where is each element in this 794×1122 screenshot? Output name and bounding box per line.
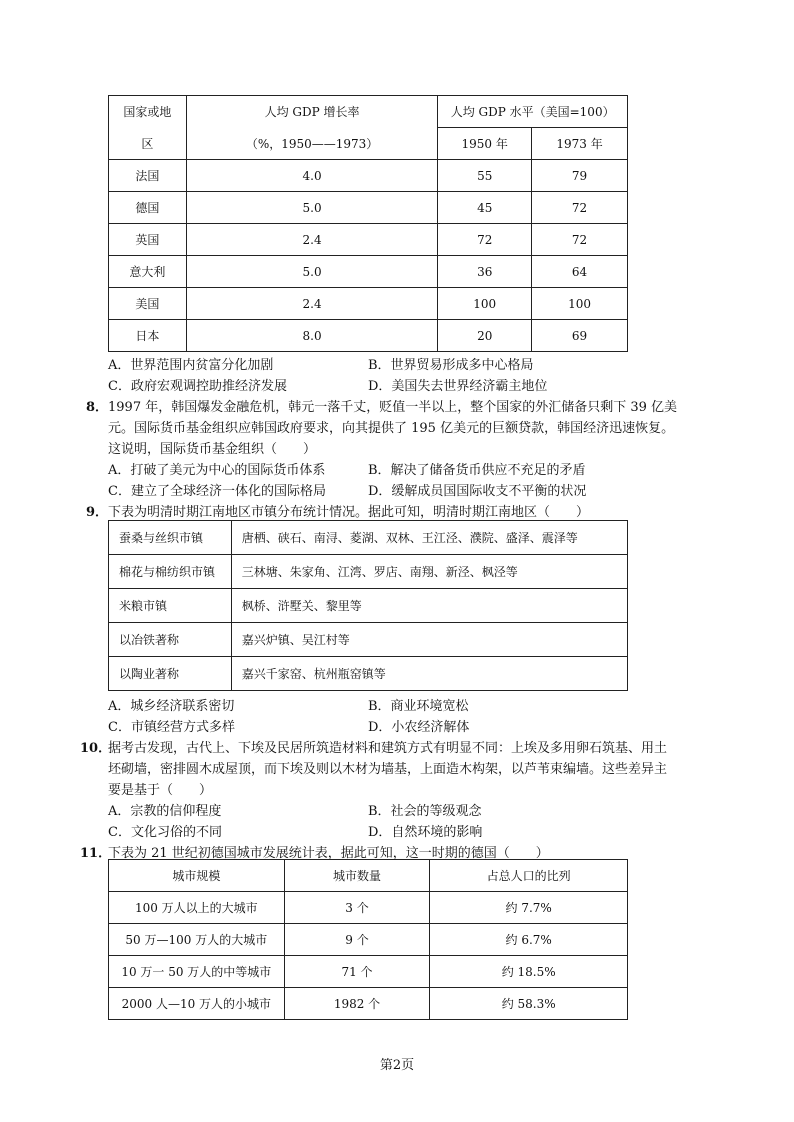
cell-type: 蚕桑与丝织市镇 <box>109 521 232 555</box>
q9-number: 9． <box>86 505 109 520</box>
q8-option-d: D．缓解成员国国际收支不平衡的状况 <box>368 484 587 499</box>
table-row <box>109 555 628 589</box>
cell-ratio: 约 6.7% <box>430 924 628 956</box>
cell-country: 美国 <box>109 288 187 320</box>
cell-scale: 2000 人—10 万人的小城市 <box>109 988 285 1020</box>
header-level: 人均 GDP 水平（美国=100） <box>438 96 628 128</box>
cell-count: 9 个 <box>284 924 430 956</box>
cell-count: 3 个 <box>284 892 430 924</box>
table-row <box>109 256 628 288</box>
table-row <box>109 224 628 256</box>
q10-option-d: D．自然环境的影响 <box>368 825 483 840</box>
table-row <box>109 320 628 352</box>
cell-growth: 8.0 <box>186 320 437 352</box>
q9-option-c: C．市镇经营方式多样 <box>108 720 235 735</box>
cell-type: 米粮市镇 <box>109 589 232 623</box>
cell-towns: 嘉兴千家窑、杭州瓶窑镇等 <box>231 657 627 691</box>
cell-growth: 4.0 <box>186 160 437 192</box>
table-row <box>109 623 628 657</box>
table-row <box>109 192 628 224</box>
q10-option-c: C．文化习俗的不同 <box>108 825 222 840</box>
q10-option-a: A．宗教的信仰程度 <box>108 804 222 819</box>
header-1973: 1973 年 <box>532 128 628 160</box>
cell-towns: 三林塘、朱家角、江湾、罗店、南翔、新泾、枫泾等 <box>231 555 627 589</box>
cell-country: 意大利 <box>109 256 187 288</box>
cell-1950: 72 <box>438 224 532 256</box>
cell-type: 以陶业著称 <box>109 657 232 691</box>
page-number: 第2页 <box>379 1058 415 1073</box>
cell-1973: 72 <box>532 192 628 224</box>
header-growth-cont: （%，1950——1973） <box>186 128 437 160</box>
cell-towns: 唐栖、硖石、南浔、菱湖、双林、王江泾、濮院、盛泽、震泽等 <box>231 521 627 555</box>
cell-1950: 20 <box>438 320 532 352</box>
q8-stem-line1: 1997 年，韩国爆发金融危机，韩元一落千丈，贬值一半以上，整个国家的外汇储备只剩下 39 亿美 <box>108 400 678 415</box>
header-country: 国家或地 <box>109 96 187 128</box>
table-row <box>109 589 628 623</box>
cell-1950: 55 <box>438 160 532 192</box>
cell-ratio: 约 58.3% <box>430 988 628 1020</box>
q9-stem: 下表为明清时期江南地区市镇分布统计情况。据此可知，明清时期江南地区（ ） <box>108 505 590 520</box>
gdp-table <box>108 95 628 352</box>
cell-scale: 50 万—100 万人的大城市 <box>109 924 285 956</box>
city-table <box>108 859 628 1020</box>
header-ratio: 占总人口的比列 <box>430 860 628 892</box>
q8-option-b: B．解决了储备货币供应不充足的矛盾 <box>368 463 586 478</box>
table-row <box>109 288 628 320</box>
q10-stem-line1: 据考古发现，古代上、下埃及民居所筑造材料和建筑方式有明显不同：上埃及多用卵石筑基、用土 <box>108 741 668 756</box>
q7-option-d: D．美国失去世界经济霸主地位 <box>368 379 548 394</box>
q10-stem-line3: 要是基于（ ） <box>108 783 213 798</box>
cell-growth: 2.4 <box>186 288 437 320</box>
q10-option-b: B．社会的等级观念 <box>368 804 482 819</box>
q9-option-a: A．城乡经济联系密切 <box>108 699 235 714</box>
q7-option-a: A．世界范围内贫富分化加剧 <box>108 358 274 373</box>
q7-option-c: C．政府宏观调控助推经济发展 <box>108 379 287 394</box>
cell-scale: 100 万人以上的大城市 <box>109 892 285 924</box>
market-town-table <box>108 520 628 691</box>
cell-growth: 5.0 <box>186 192 437 224</box>
q9-option-d: D．小农经济解体 <box>368 720 470 735</box>
cell-country: 英国 <box>109 224 187 256</box>
cell-towns: 枫桥、浒墅关、黎里等 <box>231 589 627 623</box>
table-row <box>109 924 628 956</box>
header-count: 城市数量 <box>284 860 430 892</box>
cell-country: 日本 <box>109 320 187 352</box>
cell-count: 71 个 <box>284 956 430 988</box>
table-row <box>109 160 628 192</box>
q8-stem-line3: 这说明，国际货币基金组织（ ） <box>108 442 317 457</box>
table-row <box>109 892 628 924</box>
cell-1973: 79 <box>532 160 628 192</box>
cell-ratio: 约 7.7% <box>430 892 628 924</box>
cell-type: 棉花与棉纺织市镇 <box>109 555 232 589</box>
q8-option-c: C．建立了全球经济一体化的国际格局 <box>108 484 326 499</box>
cell-type: 以冶铁著称 <box>109 623 232 657</box>
cell-1973: 69 <box>532 320 628 352</box>
cell-1950: 100 <box>438 288 532 320</box>
table-row <box>109 988 628 1020</box>
cell-1950: 36 <box>438 256 532 288</box>
cell-growth: 2.4 <box>186 224 437 256</box>
cell-ratio: 约 18.5% <box>430 956 628 988</box>
header-country-cont: 区 <box>109 128 187 160</box>
q8-option-a: A．打破了美元为中心的国际货币体系 <box>108 463 326 478</box>
cell-count: 1982 个 <box>284 988 430 1020</box>
q11-stem: 下表为 21 世纪初德国城市发展统计表，据此可知，这一时期的德国（ ） <box>108 846 549 861</box>
q8-stem-line2: 元。国际货币基金组织应韩国政府要求，向其提供了 195 亿美元的巨额贷款，韩国经济迅速恢复。 <box>108 421 675 436</box>
cell-scale: 10 万一 50 万人的中等城市 <box>109 956 285 988</box>
cell-towns: 嘉兴炉镇、吴江村等 <box>231 623 627 657</box>
table-row <box>109 657 628 691</box>
q8-number: 8． <box>86 400 109 415</box>
header-1950: 1950 年 <box>438 128 532 160</box>
q11-number: 11． <box>80 846 112 861</box>
q10-number: 10． <box>80 741 112 756</box>
table-row <box>109 521 628 555</box>
header-growth: 人均 GDP 增长率 <box>186 96 437 128</box>
table-row <box>109 956 628 988</box>
cell-growth: 5.0 <box>186 256 437 288</box>
q9-option-b: B．商业环境宽松 <box>368 699 469 714</box>
cell-1950: 45 <box>438 192 532 224</box>
header-scale: 城市规模 <box>109 860 285 892</box>
cell-country: 德国 <box>109 192 187 224</box>
q10-stem-line2: 坯砌墙，密排圆木成屋顶，而下埃及则以木材为墙基，上面造木构架，以芦苇束编墙。这些差异主 <box>108 762 668 777</box>
cell-1973: 100 <box>532 288 628 320</box>
cell-country: 法国 <box>109 160 187 192</box>
q7-option-b: B．世界贸易形成多中心格局 <box>368 358 534 373</box>
cell-1973: 72 <box>532 224 628 256</box>
cell-1973: 64 <box>532 256 628 288</box>
